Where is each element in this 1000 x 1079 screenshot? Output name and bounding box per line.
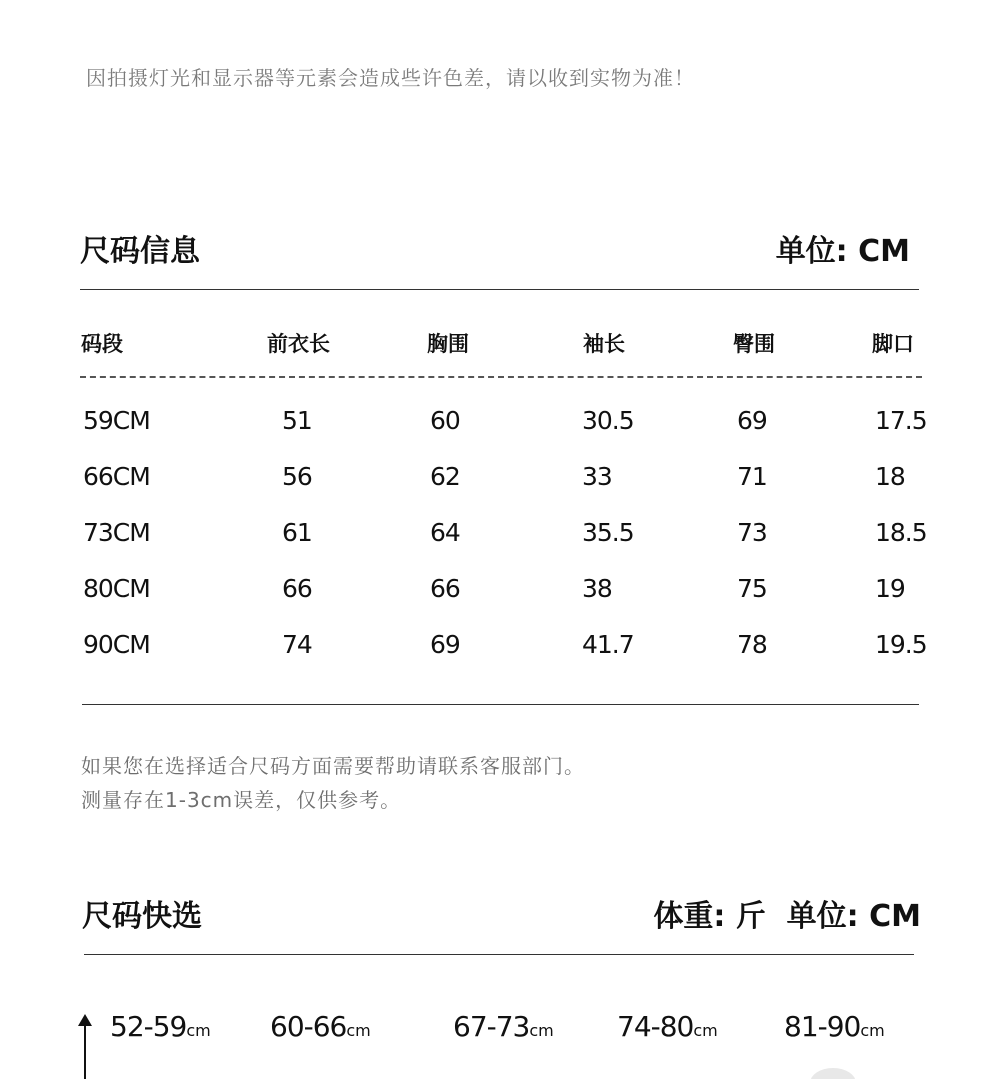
color-notice: 因拍摄灯光和显示器等元素会造成些许色差，请以收到实物为准！ [86, 66, 695, 90]
help-note: 如果您在选择适合尺码方面需要帮助请联系客服部门。 [81, 754, 585, 778]
cell-sleeve: 30.5 [582, 406, 634, 435]
weight-range-unit: cm [186, 1021, 211, 1040]
cell-hem: 17.5 [875, 406, 927, 435]
weight-range-unit: cm [346, 1021, 371, 1040]
cell-front-length: 66 [282, 574, 312, 603]
cell-chest: 69 [430, 630, 460, 659]
weight-range-unit: cm [860, 1021, 885, 1040]
cell-chest: 66 [430, 574, 460, 603]
weight-range-value: 52-59 [110, 1010, 187, 1043]
cell-hip: 73 [737, 518, 767, 547]
weight-range [270, 1010, 371, 1043]
weight-range-value: 81-90 [784, 1010, 861, 1043]
cell-chest: 60 [430, 406, 460, 435]
header-sleeve: 袖长 [583, 332, 625, 356]
weight-axis [84, 1020, 86, 1079]
header-dashed-divider [80, 376, 922, 378]
cell-size: 80CM [83, 574, 150, 603]
cell-front-length: 56 [282, 462, 312, 491]
cell-size: 59CM [83, 406, 150, 435]
cell-chest: 64 [430, 518, 460, 547]
cell-sleeve: 35.5 [582, 518, 634, 547]
quick-select-unit: 体重: 斤 单位: CM [653, 899, 921, 934]
decorative-shape [810, 1068, 856, 1079]
cell-size: 66CM [83, 462, 150, 491]
weight-range-value: 74-80 [617, 1010, 694, 1043]
table-bottom-rule [82, 704, 919, 705]
cell-size: 90CM [83, 630, 150, 659]
header-hip: 臀围 [733, 332, 775, 356]
weight-range-value: 60-66 [270, 1010, 347, 1043]
header-size-range: 码段 [81, 332, 123, 356]
size-info-unit: 单位: CM [775, 234, 910, 269]
quick-select-title: 尺码快选 [82, 899, 202, 934]
cell-front-length: 61 [282, 518, 312, 547]
weight-range-value: 67-73 [453, 1010, 530, 1043]
cell-sleeve: 41.7 [582, 630, 634, 659]
cell-hip: 69 [737, 406, 767, 435]
tolerance-note: 测量存在1-3cm误差，仅供参考。 [81, 788, 402, 812]
weight-range [453, 1010, 554, 1043]
quick-select-rule [84, 954, 914, 955]
table-top-rule [80, 289, 919, 290]
cell-sleeve: 38 [582, 574, 612, 603]
weight-range [784, 1010, 885, 1043]
header-chest: 胸围 [427, 332, 469, 356]
header-hem: 脚口 [872, 332, 914, 356]
cell-hem: 18.5 [875, 518, 927, 547]
cell-front-length: 74 [282, 630, 312, 659]
cell-sleeve: 33 [582, 462, 612, 491]
weight-range-unit: cm [529, 1021, 554, 1040]
cell-hip: 71 [737, 462, 767, 491]
cell-size: 73CM [83, 518, 150, 547]
header-front-length: 前衣长 [267, 332, 330, 356]
cell-front-length: 51 [282, 406, 312, 435]
weight-range [617, 1010, 718, 1043]
cell-hem: 19.5 [875, 630, 927, 659]
cell-hip: 78 [737, 630, 767, 659]
cell-hem: 18 [875, 462, 905, 491]
cell-hem: 19 [875, 574, 905, 603]
weight-range-unit: cm [693, 1021, 718, 1040]
size-info-title: 尺码信息 [80, 234, 200, 269]
weight-range [110, 1010, 211, 1043]
cell-hip: 75 [737, 574, 767, 603]
cell-chest: 62 [430, 462, 460, 491]
